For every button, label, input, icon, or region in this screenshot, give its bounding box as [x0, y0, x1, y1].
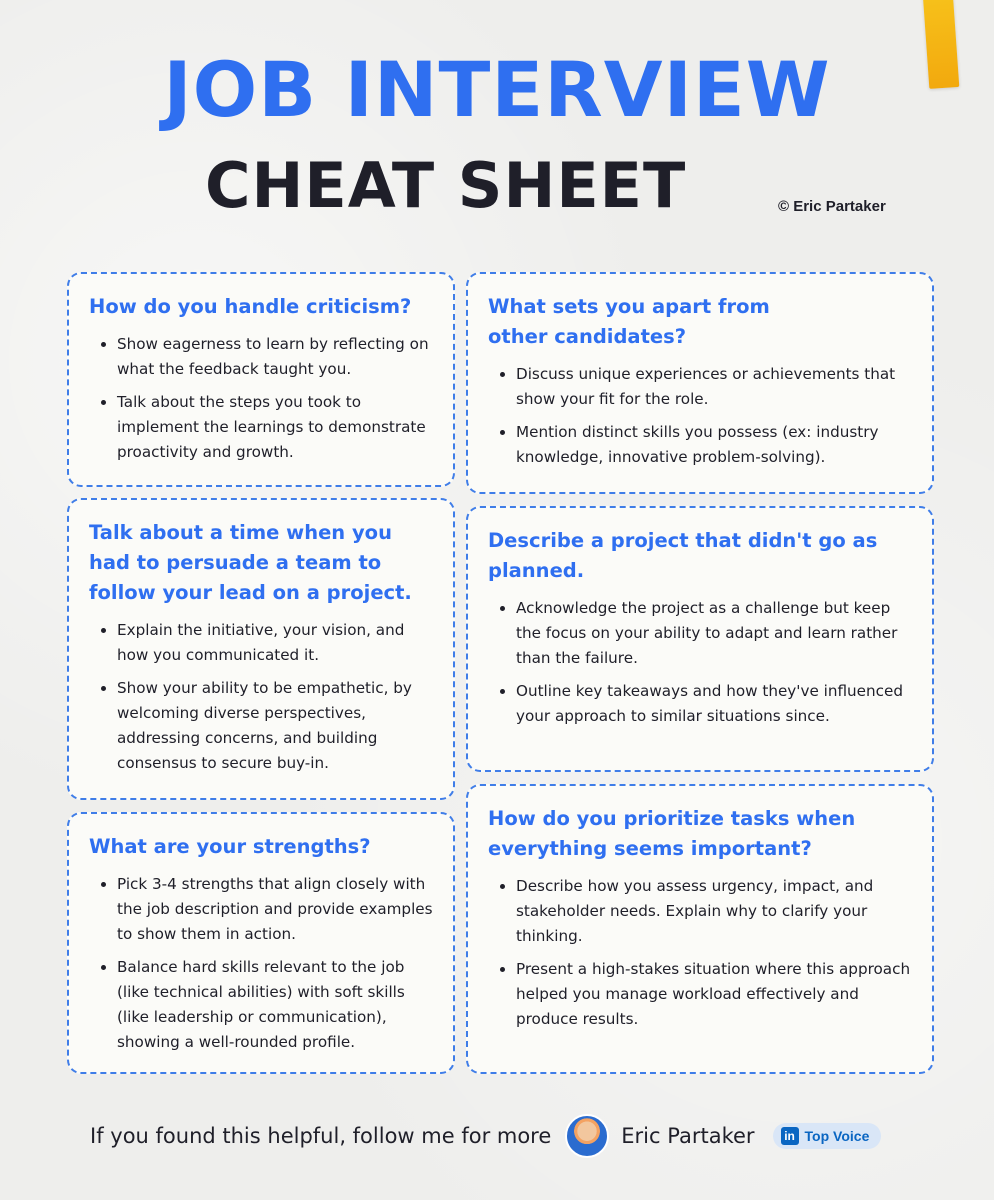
- tip-item: • Talk about the steps you took to implement the learnings to demonstrate proactivity and growth.: [117, 390, 437, 465]
- tip-list: [89, 618, 437, 776]
- card-prioritize-tasks: [466, 784, 934, 1074]
- top-voice-badge: [773, 1123, 882, 1149]
- tip-item: • Describe how you assess urgency, impact, and stakeholder needs. Explain why to clarify your thinking.: [516, 874, 916, 949]
- footer: [90, 1112, 881, 1160]
- tip-item: • Balance hard skills relevant to the job (like technical abilities) with soft skills (like leadership or communication), showing a well-rounded profile.: [117, 955, 437, 1055]
- tip-list: [488, 874, 916, 1032]
- author-name: Eric Partaker: [621, 1124, 755, 1148]
- card-question: What are your strengths?: [89, 835, 371, 858]
- tip-list: [89, 872, 437, 1055]
- tip-item: • Show your ability to be empathetic, by welcoming diverse perspectives, addressing concerns, and building consensus to secure buy-in.: [117, 676, 437, 776]
- tip-item: • Explain the initiative, your vision, and how you communicated it.: [117, 618, 437, 668]
- card-question: Describe a project that didn't go as planned.: [488, 529, 878, 582]
- tip-list: [488, 362, 916, 470]
- tip-list: [488, 596, 916, 729]
- footer-cta: If you found this helpful, follow me for more: [90, 1124, 552, 1148]
- card-question: What sets you apart from other candidates?: [488, 295, 770, 348]
- tip-item: • Present a high-stakes situation where this approach helped you manage workload effectively and produce results.: [516, 957, 916, 1032]
- tip-list: [89, 332, 437, 465]
- title-line-1: JOB INTERVIEW: [163, 45, 831, 134]
- tip-item: • Acknowledge the project as a challenge but keep the focus on your ability to adapt and learn rather than the failure.: [516, 596, 916, 671]
- card-persuade-team: [67, 498, 455, 800]
- card-question: Talk about a time when you had to persuade a team to follow your lead on a project.: [89, 521, 412, 604]
- linkedin-icon: in: [781, 1127, 799, 1145]
- copyright-label: © Eric Partaker: [778, 198, 886, 215]
- card-question: How do you handle criticism?: [89, 295, 412, 318]
- card-question: How do you prioritize tasks when everything seems important?: [488, 807, 856, 860]
- tip-item: • Discuss unique experiences or achievements that show your fit for the role.: [516, 362, 916, 412]
- card-handle-criticism: [67, 272, 455, 487]
- tip-item: • Mention distinct skills you possess (ex: industry knowledge, innovative problem-solving).: [516, 420, 916, 470]
- badge-label: Top Voice: [804, 1128, 870, 1144]
- tip-item: • Show eagerness to learn by reflecting on what the feedback taught you.: [117, 332, 437, 382]
- tip-item: • Outline key takeaways and how they've influenced your approach to similar situations since.: [516, 679, 916, 729]
- tip-item: • Pick 3-4 strengths that align closely with the job description and provide examples to show them in action.: [117, 872, 437, 947]
- card-project-not-planned: [466, 506, 934, 772]
- card-strengths: [67, 812, 455, 1074]
- card-sets-apart: [466, 272, 934, 494]
- title-line-2: CHEAT SHEET: [205, 149, 687, 222]
- avatar: [565, 1114, 609, 1158]
